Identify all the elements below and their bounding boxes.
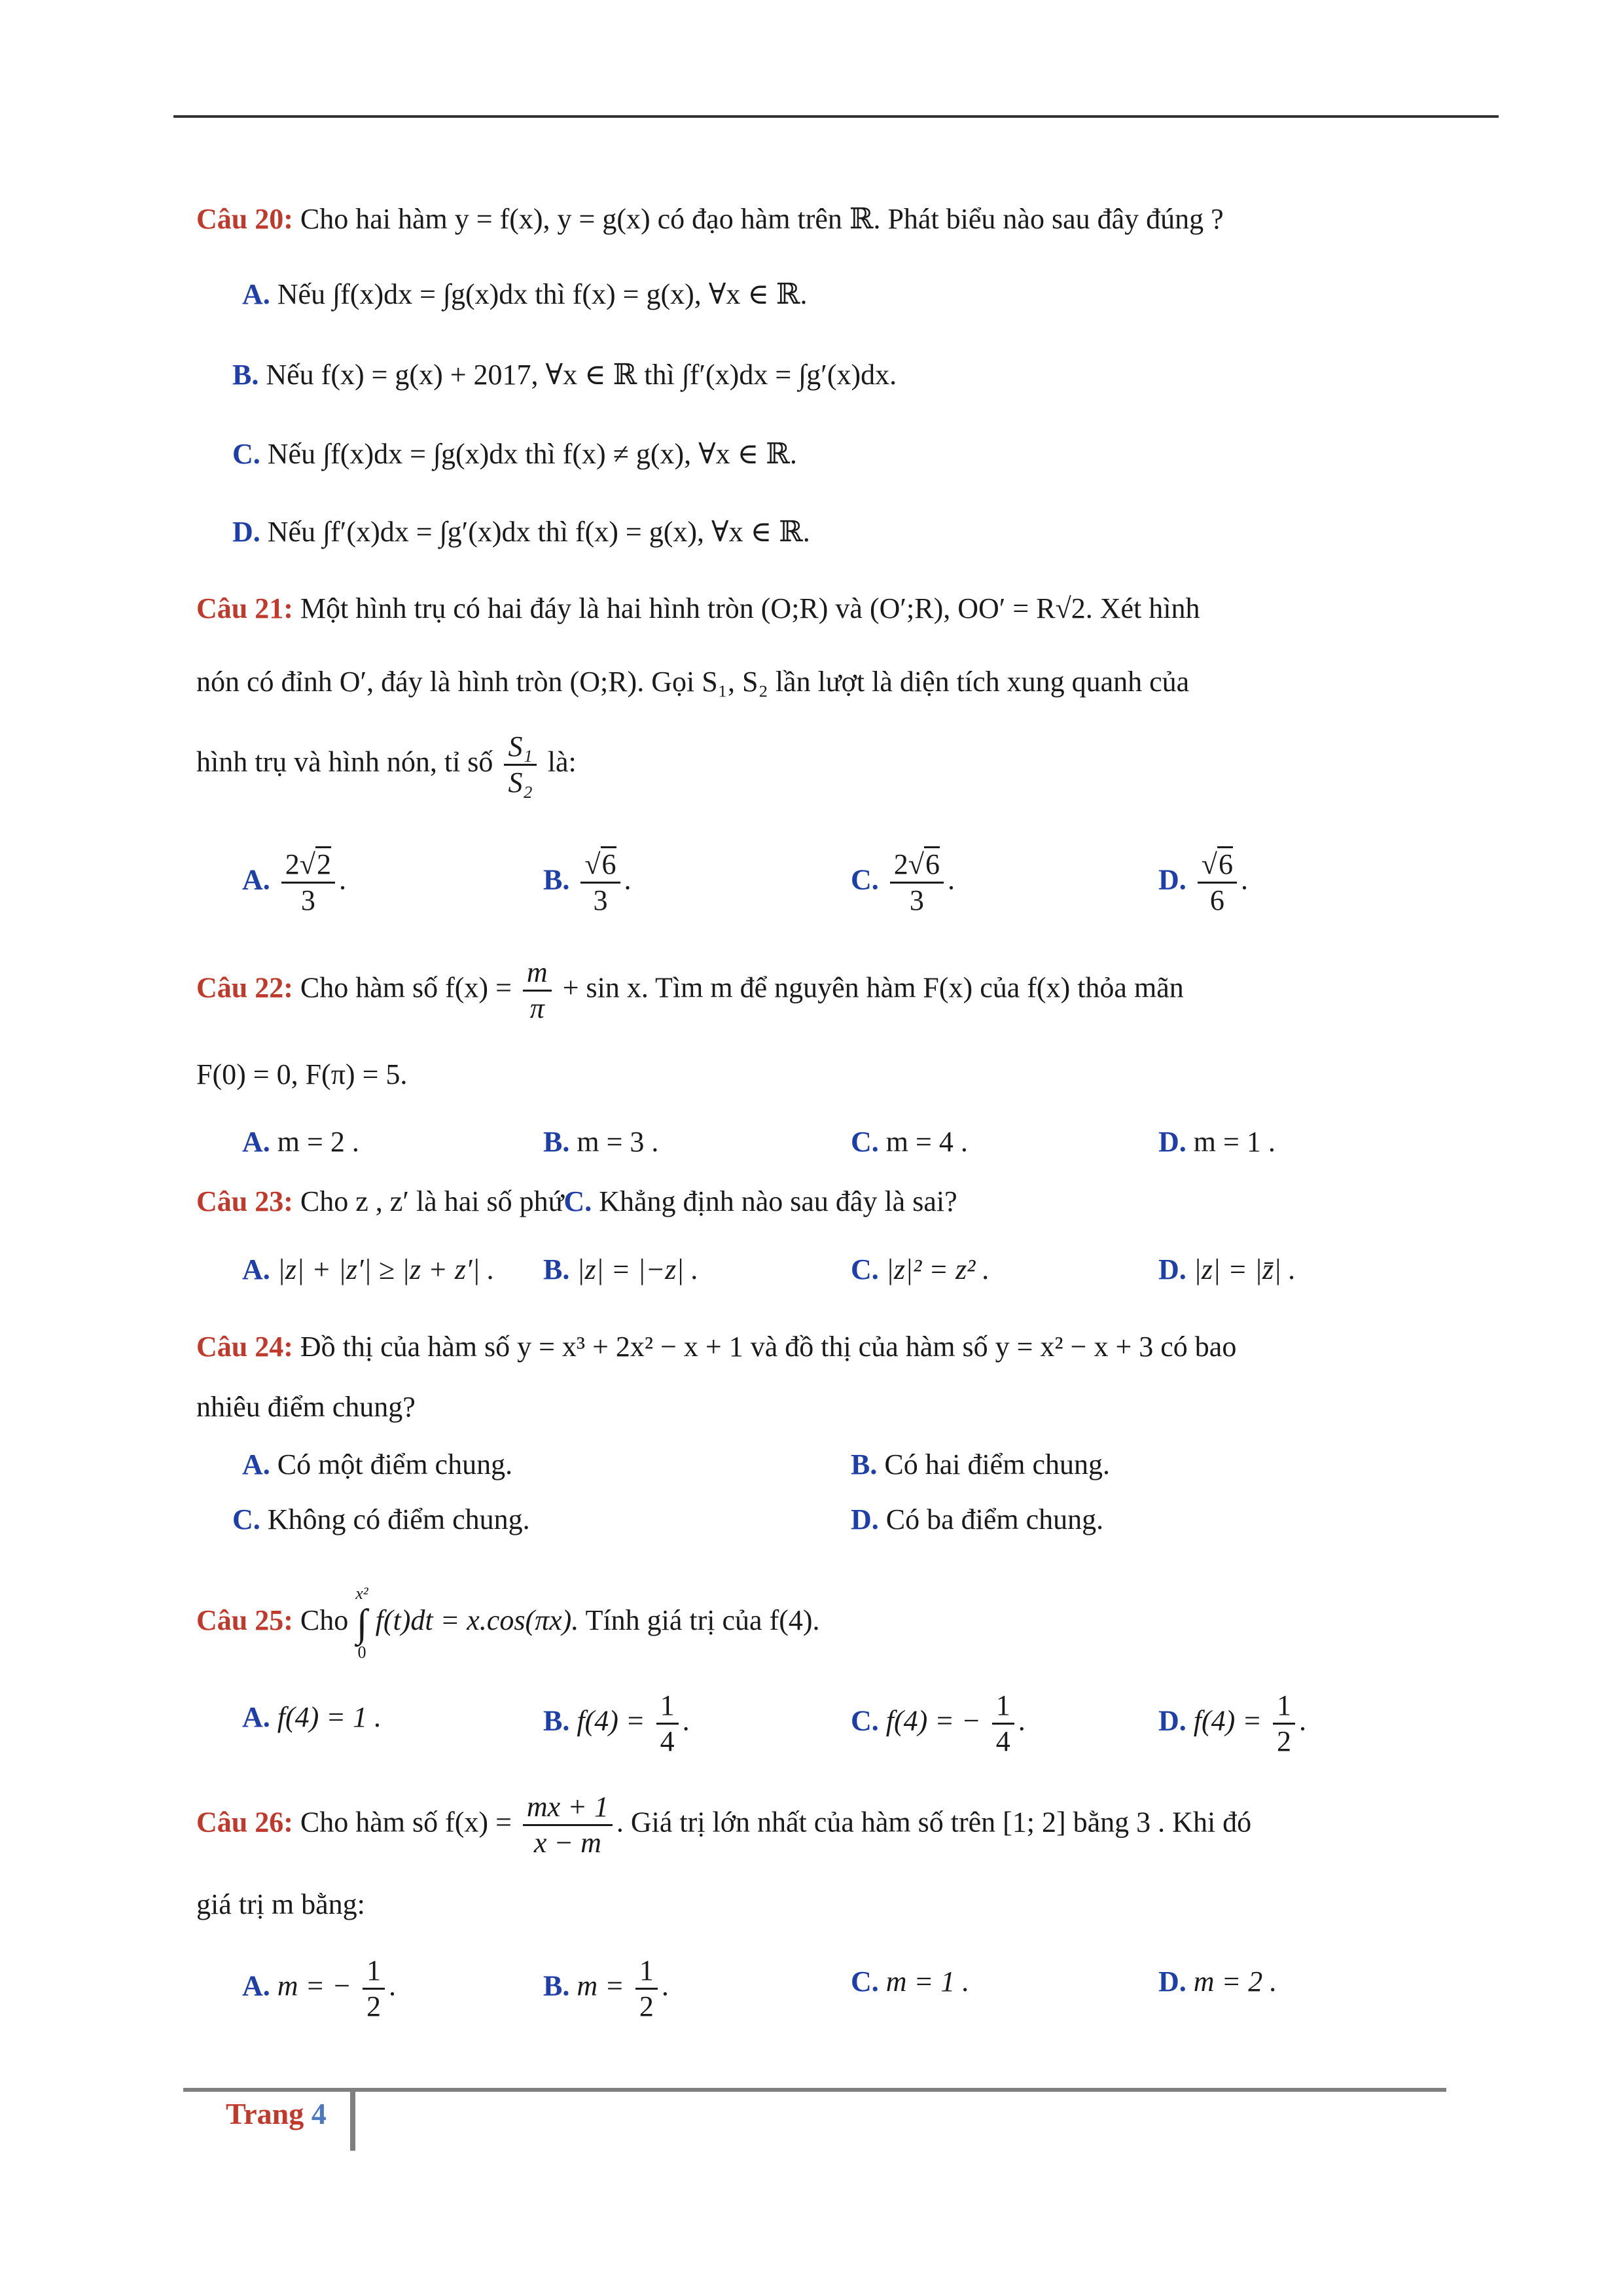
- q20-option-b[interactable]: [232, 355, 1463, 395]
- question-20: [196, 200, 1427, 239]
- option-text: m = 1 .: [1193, 1126, 1275, 1158]
- ratio-numerator: S₁: [504, 730, 536, 766]
- option-text: Không có điểm chung.: [267, 1503, 530, 1535]
- option-label: A.: [242, 1969, 270, 2002]
- option-label: C.: [851, 1253, 879, 1285]
- radicand: 6: [1217, 846, 1233, 880]
- option-text: Nếu f(x) = g(x) + 2017, ∀x ∈ ℝ thì ∫f′(x)dx = ∫g′(x)dx.: [266, 359, 897, 391]
- option-numerator: 1: [656, 1689, 679, 1725]
- q24-option-a[interactable]: [242, 1445, 512, 1484]
- question-line-2: nhiêu điểm chung?: [196, 1391, 416, 1423]
- option-numerator: √6: [1198, 848, 1237, 884]
- q24-option-d[interactable]: [851, 1500, 1103, 1539]
- radicand: 6: [924, 846, 940, 880]
- question-22: [196, 956, 1427, 1037]
- q26-option-b[interactable]: [543, 1954, 669, 2024]
- option-suffix: .: [661, 1969, 669, 2002]
- option-label: D.: [232, 516, 260, 548]
- option-text: m = 4 .: [885, 1126, 968, 1158]
- question-label: Câu 25:: [196, 1604, 293, 1637]
- q25-option-c[interactable]: [851, 1689, 1026, 1759]
- q25-option-a[interactable]: [242, 1698, 382, 1737]
- footer-separator: [350, 2092, 355, 2151]
- question-text-pre: Cho hàm số f(x) =: [300, 1806, 512, 1839]
- question-24-line-2: [196, 1388, 1427, 1427]
- fraction-denominator: π: [529, 992, 544, 1024]
- option-text: Nếu ∫f(x)dx = ∫g(x)dx thì f(x) = g(x), ∀x ∈ ℝ.: [277, 278, 808, 310]
- option-label: D.: [1158, 1253, 1186, 1285]
- option-numerator: 1: [363, 1954, 385, 1990]
- page-number: 4: [311, 2097, 327, 2130]
- q23-option-b[interactable]: [543, 1250, 698, 1289]
- option-denominator: 4: [660, 1725, 675, 1757]
- q22-option-a[interactable]: [242, 1122, 359, 1162]
- q22-option-c[interactable]: [851, 1122, 968, 1162]
- question-21: [196, 589, 1427, 628]
- question-23: [196, 1182, 1427, 1221]
- question-line-3-end: là:: [547, 745, 577, 778]
- question-line-1: Một hình trụ có hai đáy là hai hình tròn (O;R) và (O′;R), OO′ = R√2. Xét hình: [300, 592, 1200, 624]
- option-prefix: f(4) =: [1193, 1704, 1262, 1737]
- option-fraction: [281, 848, 335, 918]
- question-22-line-2: [196, 1055, 1427, 1094]
- q23-option-d[interactable]: [1158, 1250, 1296, 1289]
- lower-limit: 0: [357, 1643, 366, 1662]
- option-label: D.: [1158, 863, 1186, 896]
- option-label: A.: [242, 863, 270, 896]
- option-label: C.: [851, 1965, 879, 1998]
- option-fraction: [1273, 1689, 1295, 1759]
- option-suffix: .: [1299, 1704, 1307, 1737]
- option-label: D.: [1158, 1965, 1186, 1998]
- question-text-post: Khẳng định nào sau đây là sai?: [599, 1185, 957, 1217]
- question-25: [196, 1584, 1427, 1669]
- question-24: [196, 1327, 1427, 1367]
- option-text: f(4) = 1 .: [277, 1701, 382, 1733]
- question-text-pre: Cho z , z′ là hai số phứ: [300, 1185, 564, 1217]
- option-text: Có hai điểm chung.: [884, 1448, 1110, 1480]
- option-text: m = 3 .: [577, 1126, 659, 1158]
- option-label: B.: [543, 1126, 570, 1158]
- option-label: B.: [851, 1448, 878, 1480]
- question-text-pre: Cho: [300, 1604, 349, 1637]
- option-prefix: f(4) = −: [885, 1704, 981, 1737]
- radicand: 6: [601, 846, 616, 880]
- option-label: B.: [543, 1253, 570, 1285]
- q20-option-d[interactable]: [232, 512, 1463, 552]
- option-label: B.: [543, 863, 570, 896]
- option-label: D.: [1158, 1126, 1186, 1158]
- option-label: B.: [232, 359, 259, 391]
- option-numerator: 2√2: [281, 848, 335, 884]
- option-numerator: √6: [580, 848, 620, 884]
- option-fraction: [635, 1954, 658, 2024]
- option-fraction: [580, 848, 620, 918]
- option-prefix: m = −: [277, 1969, 351, 2002]
- option-denominator: 3: [909, 884, 924, 916]
- option-denominator: 2: [639, 1990, 654, 2022]
- q23-option-a[interactable]: [242, 1250, 495, 1289]
- option-denominator: 2: [366, 1990, 381, 2022]
- option-text: m = 1 .: [885, 1965, 970, 1998]
- question-line-2: F(0) = 0, F(π) = 5.: [196, 1058, 408, 1090]
- option-numerator: 1: [635, 1954, 658, 1990]
- upper-limit: x²: [355, 1584, 368, 1603]
- coefficient: 2: [285, 848, 300, 880]
- footer-rule: [183, 2088, 1446, 2092]
- q20-option-a[interactable]: [242, 275, 1472, 314]
- q22-option-b[interactable]: [543, 1122, 658, 1162]
- question-line-1: Đồ thị của hàm số y = x³ + 2x² − x + 1 và đồ thị của hàm số y = x² − x + 3 có bao: [300, 1331, 1237, 1363]
- option-text: |z|² = z² .: [885, 1253, 990, 1285]
- coefficient: 2: [893, 848, 908, 880]
- option-text: Nếu ∫f′(x)dx = ∫g′(x)dx thì f(x) = g(x), ∀x ∈ ℝ.: [267, 516, 810, 548]
- question-text-post: . Giá trị lớn nhất của hàm số trên [1; 2] bằng 3 . Khi đó: [616, 1806, 1252, 1839]
- option-prefix: m =: [577, 1969, 624, 2002]
- option-text: Có một điểm chung.: [277, 1448, 513, 1480]
- fraction-denominator: x − m: [533, 1827, 601, 1859]
- page-label: Trang: [226, 2097, 304, 2130]
- q21-option-c[interactable]: C. $\frac{2√6}{3}$ .: [851, 848, 955, 918]
- radicand: 2: [315, 846, 331, 880]
- m-over-pi-fraction: [523, 956, 552, 1026]
- option-label: C.: [232, 438, 260, 470]
- option-label: A.: [242, 1701, 270, 1733]
- question-21-line-2: [196, 662, 1427, 702]
- ratio-denominator: S₂: [508, 766, 533, 798]
- option-denominator: 2: [1277, 1725, 1292, 1757]
- fraction-numerator: mx + 1: [523, 1790, 613, 1826]
- inline-option-label: C.: [563, 1185, 592, 1217]
- q22-option-d[interactable]: [1158, 1122, 1275, 1162]
- q25-option-d[interactable]: [1158, 1689, 1306, 1759]
- page-footer: [226, 2093, 327, 2135]
- option-label: B.: [543, 1704, 570, 1737]
- option-denominator: 3: [593, 884, 608, 916]
- question-label: Câu 22:: [196, 971, 293, 1004]
- ratio-fraction: [504, 730, 536, 800]
- definite-integral: [355, 1584, 368, 1662]
- option-fraction: [363, 1954, 385, 2024]
- question-line-3: hình trụ và hình nón, tỉ số: [196, 745, 493, 778]
- option-numerator: 2√6: [890, 848, 944, 884]
- q23-option-c[interactable]: [851, 1250, 990, 1289]
- q26-option-c[interactable]: [851, 1962, 969, 2001]
- option-denominator: 4: [995, 1725, 1010, 1757]
- q21-option-d[interactable]: D. $\frac{√6}{6}$ .: [1158, 848, 1248, 918]
- integral-sign: ∫: [356, 1602, 368, 1645]
- integrand: f(t)dt = x.cos(πx).: [375, 1604, 579, 1637]
- question-text: Cho hai hàm y = f(x), y = g(x) có đạo hàm trên ℝ. Phát biểu nào sau đây đúng ?: [300, 203, 1224, 235]
- question-label: Câu 26:: [196, 1806, 293, 1839]
- option-label: D.: [851, 1503, 879, 1535]
- option-label: C.: [232, 1503, 260, 1535]
- question-label: Câu 21:: [196, 592, 293, 624]
- option-text: |z| = |z̄| .: [1193, 1253, 1296, 1285]
- q21-option-a[interactable]: A. $\frac{2√2}{3}$ .: [242, 848, 346, 918]
- question-21-line-3: [196, 730, 1427, 815]
- option-fraction: [1198, 848, 1237, 918]
- option-label: C.: [851, 863, 879, 896]
- option-fraction: [656, 1689, 679, 1759]
- option-fraction: [992, 1689, 1014, 1759]
- option-label: D.: [1158, 1704, 1186, 1737]
- question-26: [196, 1790, 1427, 1875]
- option-prefix: f(4) =: [577, 1704, 645, 1737]
- option-text: Nếu ∫f(x)dx = ∫g(x)dx thì f(x) ≠ g(x), ∀x ∈ ℝ.: [267, 438, 797, 470]
- option-label: C.: [851, 1704, 879, 1737]
- q26-option-d[interactable]: [1158, 1962, 1277, 2001]
- q26-option-a[interactable]: [242, 1954, 396, 2024]
- option-text: |z| = |−z| .: [577, 1253, 699, 1285]
- option-suffix: .: [682, 1704, 690, 1737]
- option-text: |z| + |z′| ≥ |z + z′| .: [277, 1253, 495, 1285]
- option-label: B.: [543, 1969, 570, 2002]
- question-text-post: Tính giá trị của f(4).: [585, 1604, 820, 1637]
- option-label: A.: [242, 1126, 270, 1158]
- option-suffix: .: [388, 1969, 396, 2002]
- question-line-2: nón có đỉnh O′, đáy là hình tròn (O;R). Gọi S₁, S₂ lần lượt là diện tích xung quanh của: [196, 666, 1190, 698]
- option-text: m = 2 .: [1193, 1965, 1277, 1998]
- q25-option-b[interactable]: [543, 1689, 690, 1759]
- option-denominator: 6: [1209, 884, 1224, 916]
- option-fraction: [890, 848, 944, 918]
- option-label: A.: [242, 1253, 270, 1285]
- question-26-line-2: [196, 1885, 1427, 1924]
- option-numerator: 1: [1273, 1689, 1295, 1725]
- option-denominator: 3: [300, 884, 315, 916]
- option-suffix: .: [1018, 1704, 1026, 1737]
- header-rule: [173, 115, 1499, 118]
- q20-option-c[interactable]: [232, 435, 1463, 474]
- option-numerator: 1: [992, 1689, 1014, 1725]
- q24-option-c[interactable]: [232, 1500, 530, 1539]
- option-text: Có ba điểm chung.: [885, 1503, 1104, 1535]
- question-line-2: giá trị m bằng:: [196, 1888, 365, 1920]
- option-text: m = 2 .: [277, 1126, 359, 1158]
- q21-option-b[interactable]: B. $\frac{√6}{3}$ .: [543, 848, 632, 918]
- fraction-numerator: m: [523, 956, 552, 992]
- question-label: Câu 20:: [196, 203, 293, 235]
- option-label: C.: [851, 1126, 879, 1158]
- q24-option-b[interactable]: [851, 1445, 1110, 1484]
- option-label: A.: [242, 278, 270, 310]
- question-text-pre: Cho hàm số f(x) =: [300, 971, 512, 1004]
- question-label: Câu 24:: [196, 1331, 293, 1363]
- function-fraction: [523, 1790, 613, 1860]
- question-text-post: + sin x. Tìm m để nguyên hàm F(x) của f(x) thỏa mãn: [562, 971, 1184, 1004]
- option-label: A.: [242, 1448, 270, 1480]
- question-label: Câu 23:: [196, 1185, 293, 1217]
